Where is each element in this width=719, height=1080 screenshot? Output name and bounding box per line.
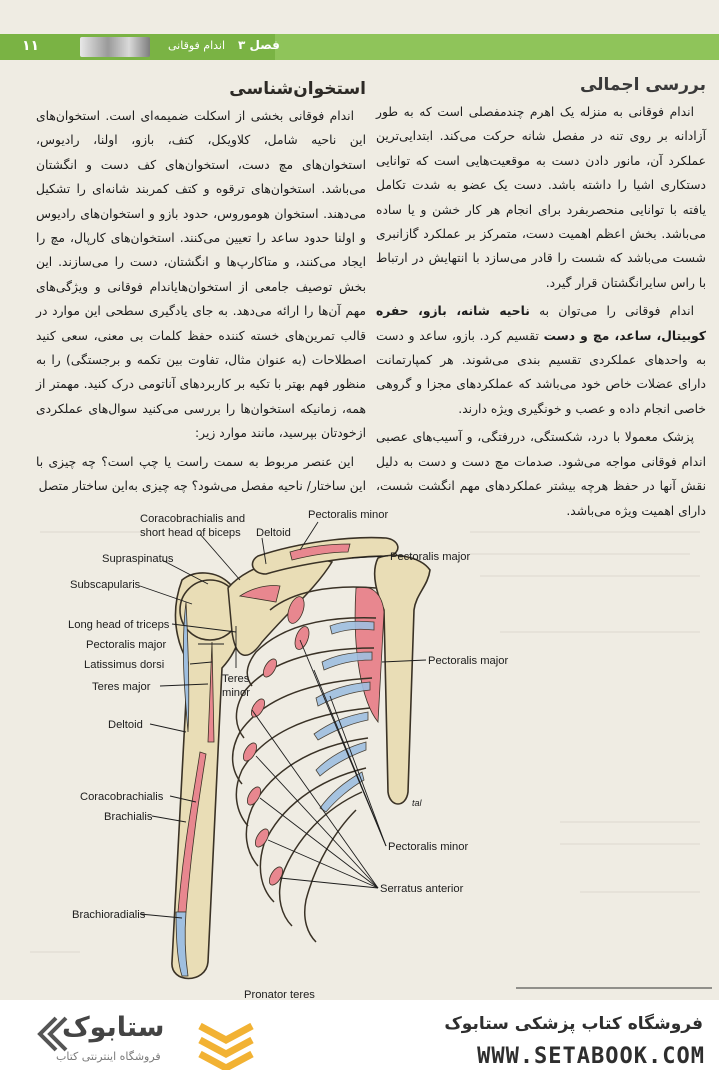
label-pectoralis-minor-low: Pectoralis minor: [388, 841, 469, 853]
overview-p2-start: اندام فوقانی را می‌توان به: [529, 304, 695, 319]
store-url-link[interactable]: WWW.SETABOOK.COM: [477, 1044, 705, 1069]
overview-heading: بررسی اجمالی: [579, 75, 706, 95]
upper-limb-muscle-attachments-illustration: [0, 492, 719, 1000]
label-teres-minor-1: Teres: [222, 673, 250, 685]
label-coracobrachialis-head: Coracobrachialis and: [140, 513, 246, 525]
store-logo-wordmark: ستابوک: [62, 1012, 165, 1043]
label-pectoralis-minor-top: Pectoralis minor: [308, 509, 389, 521]
osteology-column: [36, 76, 366, 503]
sternum-bone: [355, 555, 430, 804]
label-pectoralis-major-left: Pectoralis major: [86, 639, 167, 651]
label-serratus-anterior: Serratus anterior: [380, 883, 464, 895]
header-bone-thumbnail: [80, 37, 150, 57]
page-header: [0, 34, 719, 60]
label-brachioradialis: Brachioradialis: [72, 909, 146, 921]
label-supraspinatus: Supraspinatus: [102, 553, 174, 565]
part-label: اندام فوقانی: [168, 39, 226, 52]
label-brachialis: Brachialis: [104, 811, 153, 823]
store-title: فروشگاه کتاب پزشکی ستابوک: [444, 1014, 703, 1034]
label-pronator-teres: Pronator teres: [244, 989, 315, 1000]
osteology-paragraph-2: این عنصر مربوط به سمت راست یا چپ است؟ چه چیزی با این ساختار/ ناحیه مفصل می‌شود؟ چه چیزی به‌این ساختار متصل: [36, 454, 366, 494]
label-coracobrachialis: Coracobrachialis: [80, 791, 164, 803]
store-banner: [0, 1000, 719, 1080]
osteology-heading: استخوان‌شناسی: [229, 79, 366, 99]
anatomy-figure: [0, 492, 719, 1000]
overview-p2-end: تقسیم کرد. بازو، ساعد و دست به واحدهای عملکردی تقسیم بندی می‌شوند. هر کمپارتمانت دارای عضلات خاص خود می‌باشد که عملکردهای مجزا و گروهی خاصی انجام داده و عصب و خونگیری ویژه دارند.: [376, 328, 706, 416]
label-pectoralis-major-top: Pectoralis major: [390, 551, 471, 563]
label-deltoid-mid: Deltoid: [108, 719, 143, 731]
label-teres-major: Teres major: [92, 681, 151, 693]
overview-paragraph-2: [376, 299, 706, 421]
overview-paragraph-1: اندام فوقانی به منزله یک اهرم چندمفصلی است که به طور آزادانه بر روی تنه در مفصل شانه حرکت می‌کند. ابتدایی‌ترین عملکرد آن، مانور دادن دست به موقعیت‌هایی است که توانایی دستکاری اشیا را داشته باشد. دست یک عضو به شدت تکامل یافته با توانایی منحصربفرد برای انجام هر کار خشن و یا ساده می‌باشد. بخش اعظم اهمیت دست، متمرکز بر عملکرد گازانبری شست می‌باشد که شست را قادر می‌سازد با انتهایش در ارتباط با راس سایرانگشتان قرار گیرد.: [376, 105, 706, 290]
label-short-head-biceps: short head of biceps: [140, 527, 241, 539]
overview-paragraph-3: پزشک معمولا با درد، شکستگی، دررفتگی، و آسیب‌های عصبی اندام فوقانی مواجه می‌شود. صدمات مچ دست و دست به دلیل نقش آنها در حفظ هرچه بیشتر عملکردهای مهم انگشت شست، دارای اهمیت ویژه می‌باشد.: [376, 430, 706, 518]
label-pectoralis-major-right: Pectoralis major: [428, 655, 509, 667]
store-logo-chevrons-icon: [196, 1020, 256, 1070]
illustrator-signature: tal: [412, 798, 422, 808]
store-logo-tagline: فروشگاه اینترنتی کتاب: [56, 1050, 161, 1063]
header-rule: [275, 34, 719, 60]
humerus-bone: [172, 573, 241, 979]
chapter-label: فصل ۳: [238, 38, 280, 52]
label-deltoid-top: Deltoid: [256, 527, 291, 539]
page-number: ۱۱: [22, 38, 40, 54]
label-long-head-triceps: Long head of triceps: [68, 619, 170, 631]
label-subscapularis: Subscapularis: [70, 579, 141, 591]
label-latissimus-dorsi: Latissimus dorsi: [84, 659, 165, 671]
osteology-paragraph-1: اندام فوقانی بخشی از اسکلت ضمیمه‌ای است. استخوان‌های این ناحیه شامل، کلاویکل، کتف، بازو، اولنا، رادیوس، استخوان‌های مچ دست، استخوان‌های کف دست و انگشتان می‌باشد. استخوان‌های ترقوه و کتف کمربند شانه‌ای را تشکیل می‌دهند. استخوان هوموروس، حدود بازو و استخوان‌های رادیوس و اولنا حدود ساعد را تعیین می‌کنند. استخوان‌های کارپال، مچ را ایجاد می‌کنند، و متاکارپ‌ها و انگشتان، دست را می‌سازند. این بخش توصیف جامعی از استخوان‌هایاندام فوقانی و ویژگی‌های مهم آن‌ها را ارائه می‌دهد. به جای یادگیری سطحی این موارد در قالب تمرین‌های خسته کننده حفظ کلمات بی معنی، سعی کنید اصطلاحات (به عنوان مثال، تفاوت بین تکمه و برجستگی) را به منظور فهم بهتر با تکیه بر کاربردهای آناتومی درک کنید. مهمتر از همه، زمانیکه استخوان‌ها را بررسی می‌کنید سوال‌های عملکردی ازخودتان بپرسید، مانند موارد زیر:: [36, 109, 366, 441]
overview-p2-regions: ناحیه شانه، بازو، حفره کوبیتال، ساعد، مچ و دست: [376, 304, 706, 343]
label-teres-minor-2: minor: [222, 687, 250, 699]
overview-column: [376, 72, 706, 527]
